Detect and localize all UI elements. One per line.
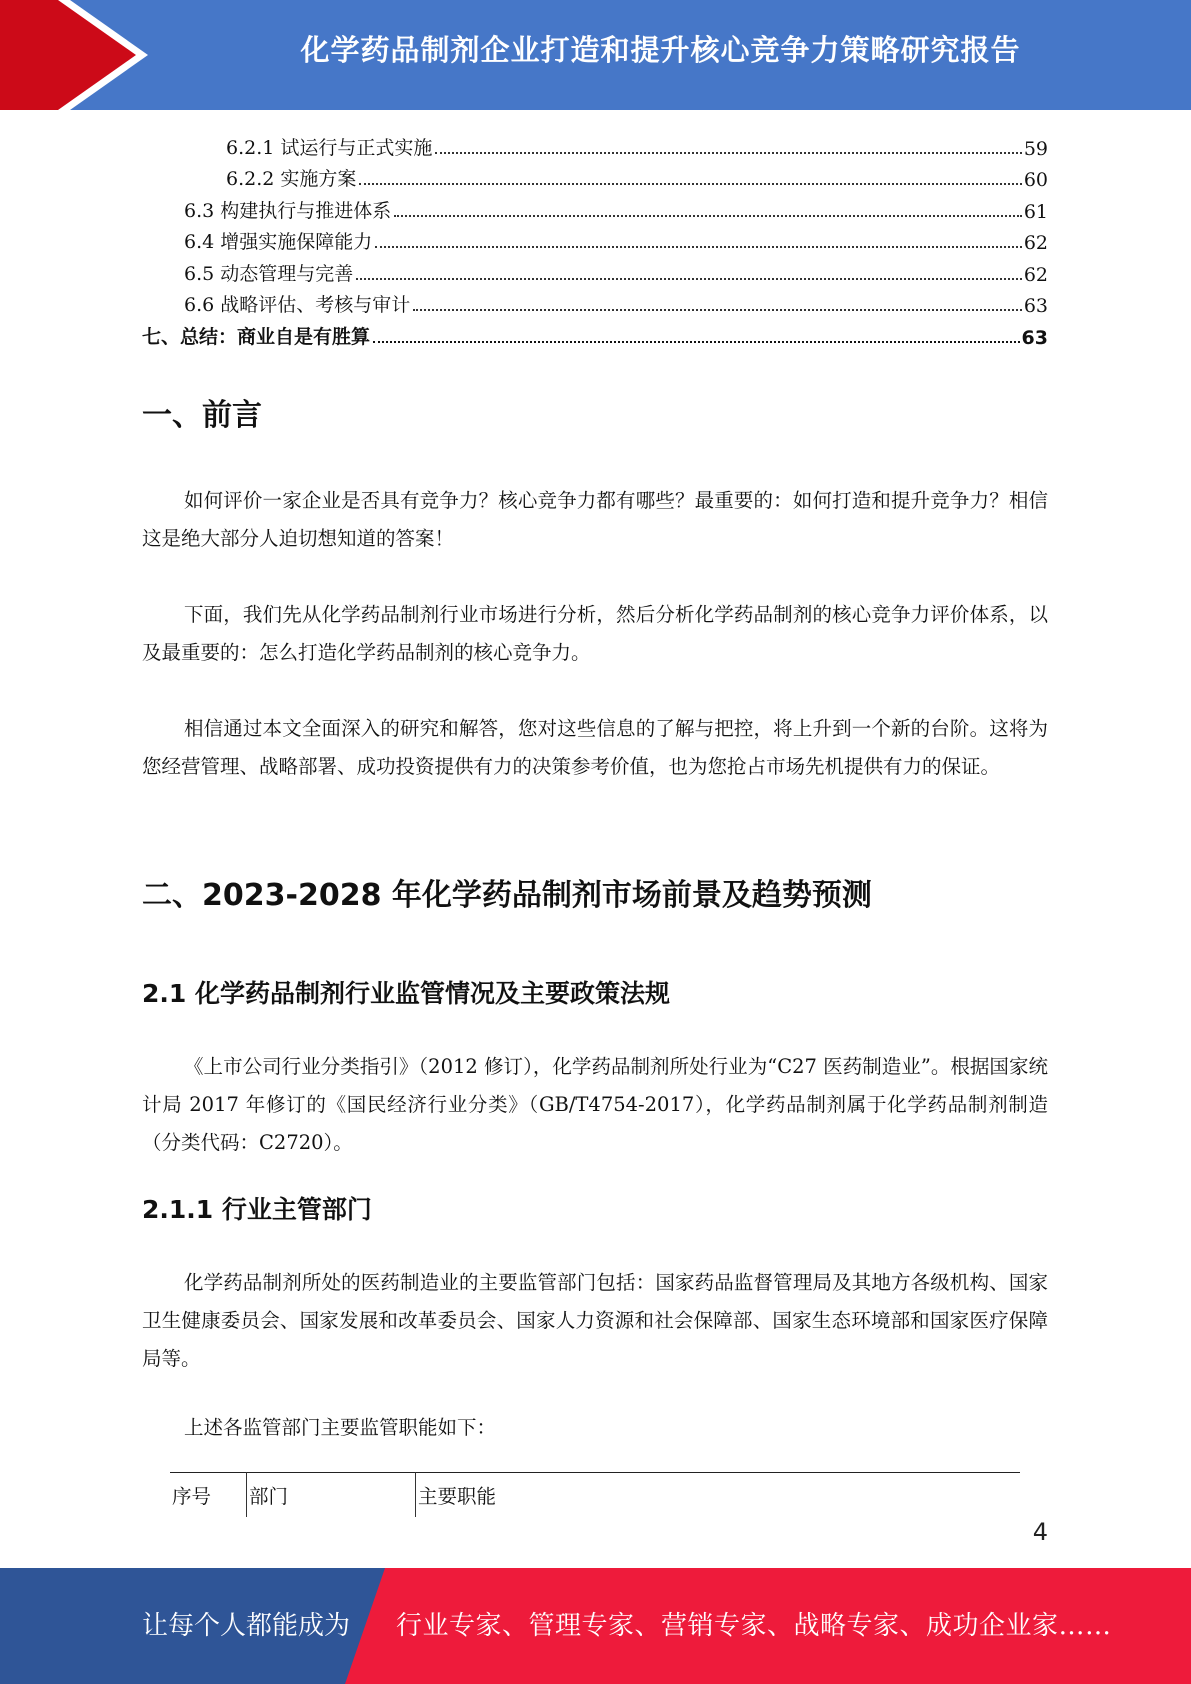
toc-entry-page: 63: [1023, 295, 1048, 317]
toc-entry[interactable]: [142, 128, 1048, 160]
toc-entry-page: 63: [1021, 326, 1048, 349]
paragraph: 相信通过本文全面深入的研究和解答，您对这些信息的了解与把控，将上升到一个新的台阶。这将为您经营管理、战略部署、成功投资提供有力的决策参考价值，也为您抢占市场先机提供有力的保证。: [142, 717, 1048, 778]
regulators-table: [170, 1472, 1020, 1517]
toc-leader-dots: [435, 152, 1021, 154]
paragraph: 如何评价一家企业是否具有竞争力？核心竞争力都有哪些？最重要的：如何打造和提升竞争力？相信这是绝大部分人迫切想知道的答案！: [142, 489, 1048, 550]
page-footer: [0, 1568, 1191, 1684]
footer-slogan-right: 行业专家、管理专家、营销专家、战略专家、成功企业家……: [396, 1611, 1112, 1641]
toc-entry-label: 6.4 增强实施保障能力: [184, 227, 375, 254]
paragraph: 《上市公司行业分类指引》（2012 修订），化学药品制剂所处行业为“C27 医药制造业”。根据国家统计局 2017 年修订的《国民经济行业分类》（GB/T4754-2017），化学药品制剂属于化学药品制剂制造（分类代码：C2720）。: [142, 1055, 1048, 1154]
footer-slogan-left: 让每个人都能成为: [142, 1611, 351, 1641]
toc-entry[interactable]: [142, 160, 1048, 192]
report-title: 化学药品制剂企业打造和提升核心竞争力策略研究报告: [300, 33, 1021, 67]
toc-entry[interactable]: [142, 191, 1048, 223]
toc-entry-label: 6.2.1 试运行与正式实施: [226, 133, 435, 160]
table-of-contents: [142, 128, 1048, 349]
toc-entry-page: 59: [1023, 137, 1048, 160]
subsection-heading: 2.1 化学药品制剂行业监管情况及主要政策法规: [142, 979, 670, 1008]
paragraph: 下面，我们先从化学药品制剂行业市场进行分析，然后分析化学药品制剂的核心竞争力评价体系，以及最重要的：怎么打造化学药品制剂的核心竞争力。: [142, 603, 1048, 664]
toc-entry-label: 6.3 构建执行与推进体系: [184, 196, 394, 223]
toc-entry[interactable]: [142, 286, 1048, 318]
toc-entry[interactable]: [142, 317, 1048, 349]
subsection-heading: 2.1.1 行业主管部门: [142, 1195, 372, 1224]
toc-leader-dots: [356, 278, 1022, 280]
toc-entry-page: 62: [1023, 263, 1048, 286]
toc-leader-dots: [413, 309, 1022, 311]
table-header-cell: 主要职能: [416, 1473, 1021, 1518]
toc-entry-label: 七、总结：商业自是有胜算: [142, 322, 373, 349]
toc-entry-page: 62: [1023, 232, 1048, 254]
toc-leader-dots: [359, 183, 1021, 185]
toc-leader-dots: [373, 341, 1020, 343]
table-header-row: [170, 1473, 1020, 1518]
toc-entry-page: 61: [1023, 200, 1048, 223]
section-heading: 二、2023-2028 年化学药品制剂市场前景及趋势预测: [142, 878, 872, 913]
section-heading: 一、前言: [142, 398, 262, 433]
page-number: 4: [1032, 1518, 1048, 1546]
paragraph: 化学药品制剂所处的医药制造业的主要监管部门包括：国家药品监督管理局及其地方各级机构、国家卫生健康委员会、国家发展和改革委员会、国家人力资源和社会保障部、国家生态环境部和国家医疗保障局等。: [142, 1271, 1048, 1370]
toc-entry[interactable]: [142, 254, 1048, 286]
toc-leader-dots: [375, 246, 1022, 248]
toc-leader-dots: [394, 215, 1022, 217]
page-header: [0, 0, 1191, 110]
table-header-cell: 部门: [247, 1473, 416, 1518]
toc-entry-label: 6.5 动态管理与完善: [184, 259, 356, 286]
toc-entry-label: 6.6 战略评估、考核与审计: [184, 290, 413, 317]
toc-entry-page: 60: [1023, 169, 1048, 191]
toc-entry-label: 6.2.2 实施方案: [226, 164, 359, 191]
toc-entry[interactable]: [142, 223, 1048, 255]
table-header-cell: 序号: [172, 1485, 212, 1508]
paragraph: 上述各监管部门主要监管职能如下：: [184, 1416, 497, 1439]
